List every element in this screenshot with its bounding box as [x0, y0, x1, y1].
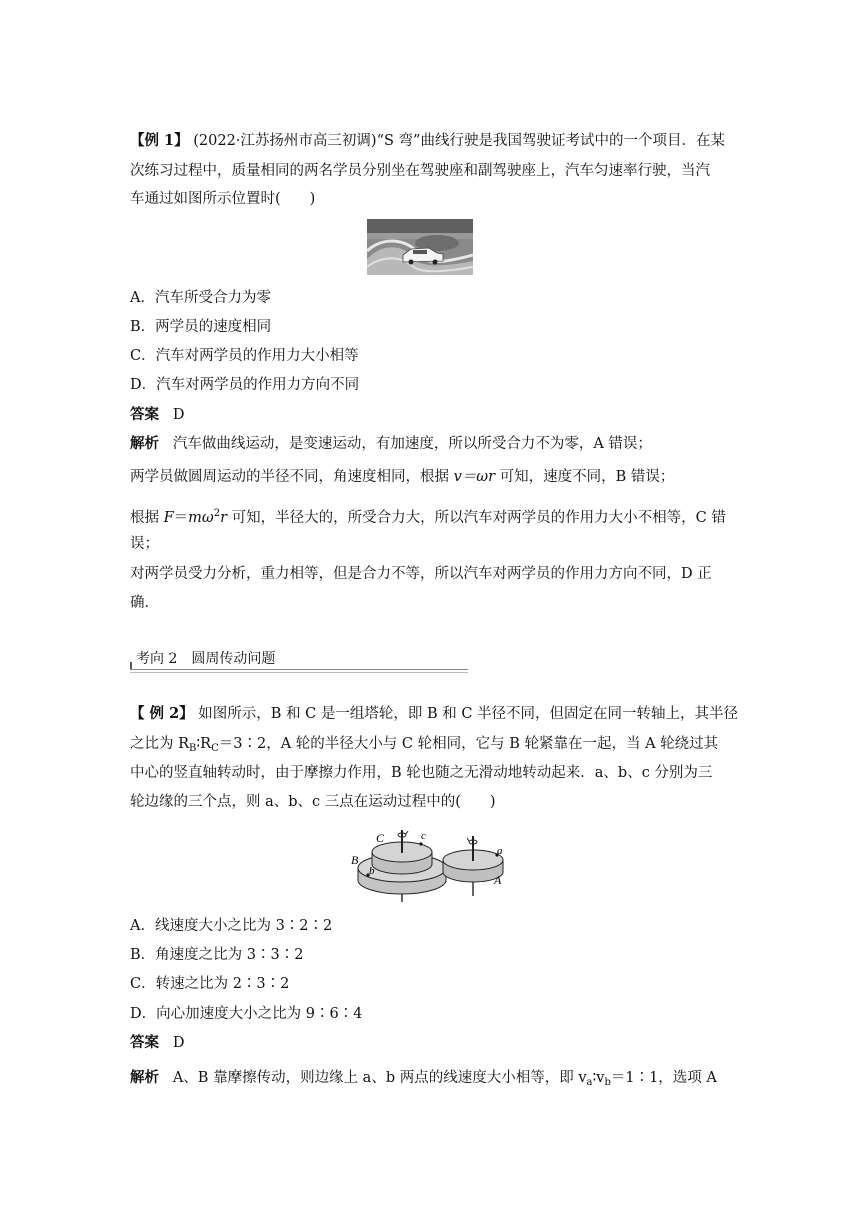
example2-line1	[130, 704, 738, 724]
example2-analysis1-a: A、B 靠摩擦传动，则边缘上 a、b 两点的线速度大小相等，即 v	[172, 1070, 587, 1086]
example2-line3: 中心的竖直轴转动时，由于摩擦力作用，B 轮也随之无滑动地转动起来．a、b、c 分别为三	[130, 765, 713, 781]
section-heading-rule	[130, 669, 468, 670]
tower-wheel-diagram	[345, 826, 515, 904]
example2-line4: 轮边缘的三个点，则 a、b、c 三点在运动过程中的( )	[130, 794, 496, 810]
label-c: c	[421, 830, 426, 842]
example1-line3: 车通过如图所示位置时( )	[130, 191, 316, 207]
example1-option-c: C．汽车对两学员的作用力大小相等	[130, 348, 359, 364]
example2-text-line1: 如图所示，B 和 C 是一组塔轮，即 B 和 C 半径不同，但固定在同一转轴上，其半径	[193, 706, 739, 722]
example2-analysis-line1	[130, 1068, 717, 1093]
example1-tag: 【例 1】	[130, 132, 189, 149]
example1-option-d: D．汽车对两学员的作用力方向不同	[130, 377, 360, 393]
example2-analysis1-mid: ∶v	[592, 1070, 605, 1086]
label-B: B	[351, 853, 359, 867]
label-A: A	[494, 873, 502, 887]
example2-option-d: D．向心加速度大小之比为 9∶6∶4	[130, 1006, 363, 1022]
example1-analysis3-sup: 2	[213, 508, 221, 519]
label-a: a	[497, 845, 503, 857]
example2-option-c: C．转速之比为 2∶3∶2	[130, 976, 290, 992]
example1-text-line1: (2022·江苏扬州市高三初调)“S 弯”曲线行驶是我国驾驶证考试中的一个项目．在某	[188, 133, 725, 149]
example2-option-a: A．线速度大小之比为 3∶2∶2	[130, 918, 333, 934]
example1-analysis2-b: 可知，速度不同，B 错误；	[495, 469, 675, 485]
example1-line2: 次练习过程中，质量相同的两名学员分别坐在驾驶座和副驾驶座上，汽车匀速率行驶，当汽	[130, 163, 710, 179]
example1-analysis3-F: F	[163, 510, 174, 526]
example2-line2-subC: C	[211, 743, 219, 754]
example2-analysis1-subb: b	[604, 1077, 611, 1088]
example1-analysis3-a: 根据	[130, 510, 164, 526]
example2-analysis-label: 解析	[130, 1069, 159, 1086]
example2-line2-a: 之比为 R	[130, 736, 190, 752]
example2-line2-subB: B	[189, 743, 197, 754]
example1-analysis-label: 解析	[130, 435, 159, 452]
example1-analysis-text1: 汽车做曲线运动，是变速运动，有加速度，所以所受合力不为零，A 错误；	[172, 436, 652, 452]
example1-analysis-line1	[130, 434, 652, 454]
example2-answer-label: 答案	[130, 1034, 159, 1051]
example2-answer-value: D	[172, 1035, 185, 1051]
label-b: b	[369, 865, 375, 877]
label-C: C	[376, 831, 385, 845]
example2-analysis1-b: ＝1∶1，选项 A	[610, 1070, 717, 1086]
example2-option-b: B．角速度之比为 3∶3∶2	[130, 947, 304, 963]
example1-option-a: A．汽车所受合力为零	[130, 290, 271, 306]
example1-option-b: B．两学员的速度相同	[130, 319, 272, 335]
example1-analysis-line2	[130, 467, 674, 487]
example1-answer-value: D	[172, 407, 185, 423]
example2-analysis1-suba: a	[586, 1077, 593, 1088]
s-curve-car-photo	[367, 219, 473, 275]
example1-analysis-line3	[130, 504, 726, 528]
section-heading-title: 考向 2 圆周传动问题	[136, 651, 276, 667]
example1-analysis2-formula: v＝ωr	[453, 469, 496, 485]
example2-tag: 【 例 2】	[130, 705, 194, 722]
example2-answer	[130, 1033, 184, 1053]
example1-line1	[130, 131, 725, 151]
example1-answer	[130, 405, 184, 425]
example1-analysis3-b: 可知，半径大的，所受合力大，所以汽车对两学员的作用力大小不相等，C 错	[227, 510, 726, 526]
example2-line2-mid: ∶R	[196, 736, 212, 752]
example1-analysis2-a: 两学员做圆周运动的半径不同，角速度相同，根据	[130, 469, 454, 485]
example1-analysis3-m: mω	[188, 510, 214, 526]
example1-answer-label: 答案	[130, 406, 159, 423]
example1-analysis-line4: 误；	[130, 536, 159, 552]
section-heading	[130, 648, 468, 670]
example2-line2-b: ＝3∶2，A 轮的半径大小与 C 轮相同，它与 B 轮紧靠在一起，当 A 轮绕过其	[218, 736, 719, 752]
section-heading-rule-secondary	[130, 672, 468, 673]
example2-line2	[130, 734, 718, 759]
example1-analysis3-r: r	[220, 510, 228, 526]
example1-analysis-line6: 确．	[130, 595, 159, 611]
example1-analysis3-eq: ＝	[173, 510, 189, 526]
example1-analysis-line5: 对两学员受力分析，重力相等，但是合力不等，所以汽车对两学员的作用力方向不同，D 正	[130, 566, 712, 582]
